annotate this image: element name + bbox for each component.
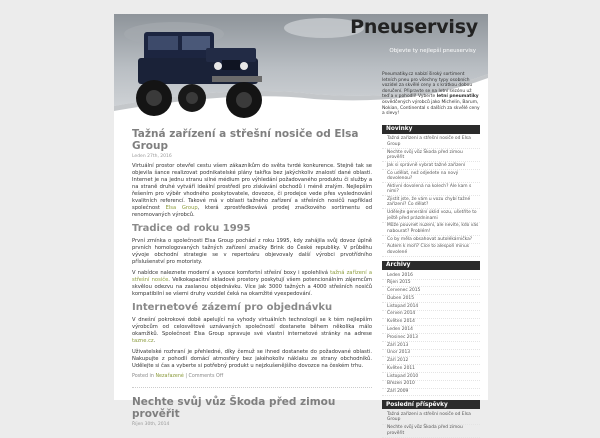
post-footer: Posted in Nezařazené | Comments Off	[132, 374, 224, 380]
elsa-group-link[interactable]: Elsa Group	[165, 205, 198, 212]
content-column	[132, 128, 372, 431]
novinky-item[interactable]: Zjistit jste, že vám u vozu chybí tažné zařízení? Co dělat?	[382, 196, 480, 209]
novinky-item[interactable]: Udělejte generální úklid vozu, ušetříte to ještě před prázdninami	[382, 209, 480, 222]
post-title[interactable]: Tažná zařízení a střešní nosiče od Elsa Group	[132, 128, 359, 153]
archiv-item[interactable]: Listopad 2010	[382, 373, 480, 381]
archiv-item[interactable]: Květen 2011	[382, 365, 480, 373]
archiv-item[interactable]: Září 2012	[382, 357, 480, 365]
archiv-item[interactable]: Září 2009	[382, 389, 480, 397]
post-paragraph: První zmínka o společnosti Elsa Group pochází z roku 1995, kdy zahájila svůj dovoz úplně prvních homologovaných tažných zařízení značky Brink do České republiky. V průběhu vývoje obchodní strategie se v repertoáru objevovaly další výrobci prvotřídního příslušenství pro motoristy.	[132, 238, 372, 266]
novinky-item[interactable]: Co by měla obsahovat autolékárnička?	[382, 236, 480, 244]
post-paragraph: Uživatelské rozhraní je přehledné, díky čemuž se ihned dostanete do požadované oblasti. Nakupujte z pohodlí domácí atmosféry bez jakéhokoliv náklaku ze strany obchodníků. Udělejte si čas a vyberte si potřebný produkt u nejzkušenějšího dovozce na českém trhu.	[132, 349, 372, 370]
post-paragraph: V dnešní pokrokové době apelující na vyhody virtuálních technologií se k tém nejlepším výrobcům od celosvětové uznávaných společností dostanete během několika málo okamžiků. Společnost Elsa Group spravuje své vlastní internetové stránky na adrese tazne.cz.	[132, 317, 372, 345]
archiv-item[interactable]: Duben 2015	[382, 295, 480, 303]
post-paragraph: V nabídce naleznete moderní a vysoce komfortní střešní boxy i spolehlivá tažná zařízení a střešní nosiče. Velkokapacitní skladové prostory poskytují všem potencionálním zájemcům skvělou odezvu na zaslanou objednávku. Více jak 3000 tažných a 4000 střešních nosičů kompatibilní se všemi druhy vozidel čeká na okamžité vyexpedování.	[132, 270, 372, 298]
comments-status: Comments Off	[188, 374, 224, 380]
novinky-item[interactable]: Aktivní dovolená na kolech? Ale kam s nimi?	[382, 183, 480, 196]
archiv-item[interactable]: Červenec 2015	[382, 287, 480, 295]
archiv-item[interactable]: Únor 2013	[382, 350, 480, 358]
archiv-item[interactable]: Květen 2014	[382, 319, 480, 327]
archiv-item[interactable]: Listopad 2014	[382, 303, 480, 311]
category-link[interactable]: Nezařazené	[155, 374, 184, 380]
post-subheading: Tradice od roku 1995	[132, 223, 251, 235]
posledni-item[interactable]: Tažná zařízení a střešní nosiče od Elsa Group	[382, 411, 480, 424]
post-subheading: Internetové zázemí pro objednávku	[132, 302, 333, 314]
archiv-item[interactable]: Leden 2016	[382, 272, 480, 280]
post	[132, 128, 372, 379]
archiv-item[interactable]: Říjen 2015	[382, 280, 480, 288]
post-separator	[132, 387, 372, 388]
tazne-link[interactable]: tazne.cz	[132, 338, 154, 345]
novinky-item[interactable]: Nechte svůj vůz Škoda před zimou prověřit	[382, 149, 480, 162]
archiv-item[interactable]: Březen 2010	[382, 381, 480, 389]
post-date: Leden 27th, 2016	[132, 154, 172, 160]
tazna-zarizeni-link[interactable]: tažná zařízení a střešní nosiče	[132, 270, 372, 284]
novinky-item[interactable]: Může pouvnet nuzení, ale nevíte, kdo vás nabourat? Problém!	[382, 223, 480, 236]
novinky-item[interactable]: Autem k moři? Cíce to alespoň minus dovolené	[382, 244, 480, 257]
widget-heading-archivy: Archivy	[382, 261, 480, 270]
site-tagline: Objevte ty nejlepší pneuservisy	[389, 48, 476, 54]
widget-heading-novinky: Novinky	[382, 125, 480, 134]
site-title[interactable]: Pneuservisy	[350, 16, 478, 38]
archiv-item[interactable]: Leden 2014	[382, 326, 480, 334]
post-date: Říjen 30th, 2014	[132, 422, 170, 428]
post	[132, 396, 372, 427]
post-title[interactable]: Nechte svůj vůz Škoda před zimou prověřit	[132, 396, 336, 421]
archiv-list	[382, 272, 480, 397]
sidebar-intro: Pneumatiky.cz nabízí široký sortiment letních pneu pro všechny typy osobních vozidel za skvělé ceny a s krátkou dobou doručení. Připravte se na letní sezónu už teď a v pohodlí! Vyberte letní pneumatiky osvědčených výrobců jako Michelin, Barum, Nokian, Continental s dalších za skvělé ceny a slevy!	[382, 72, 480, 117]
posledni-item[interactable]: Nechte svůj vůz Škoda před zimou prověřit	[382, 425, 480, 438]
letni-pneumatiky-link[interactable]: letní pneumatiky	[436, 94, 479, 100]
post-paragraph: Virtuální prostor otevřel cestu všem zákazníkům do světa tvrdé konkurence. Stejně tak se objevila šance realizovat podnikatelské plány takřka bez jakýchkoliv znalostí dané oblasti. Internet je na jednu stranu silné médium pro výhledání požadovaného produktu či služby a na straně druhé vytváří ideální prostředí pro získávání obchodů i méně zralým. Nejlepším řešením pro výběr vhodného poskytovatele, dovozce, či prodejce vede přes vyslednování kvalitních referencí. Takové má v oblasti tažného zařízení a střešních nosičů například společnost Elsa Group, která zprostředkovává prodej značkového sortimentu od renomovaných výrobců.	[132, 163, 373, 219]
posledni-list	[382, 411, 480, 437]
archiv-item[interactable]: Září 2013	[382, 342, 480, 350]
novinky-list	[382, 136, 480, 257]
archiv-item[interactable]: Prosinec 2013	[382, 334, 480, 342]
novinky-item[interactable]: Tažná zařízení a střešní nosiče od Elsa Group	[382, 136, 480, 149]
page	[114, 14, 488, 436]
jeep-image	[122, 14, 278, 122]
novinky-item[interactable]: Co udělat, než odjedete na nový dovolenou?	[382, 170, 480, 183]
novinky-item[interactable]: Jak si správně vybrat tažné zařízení	[382, 162, 480, 170]
archiv-item[interactable]: Červen 2014	[382, 311, 480, 319]
widget-heading-posledni: Poslední příspěvky	[382, 400, 480, 409]
sidebar	[382, 72, 480, 438]
